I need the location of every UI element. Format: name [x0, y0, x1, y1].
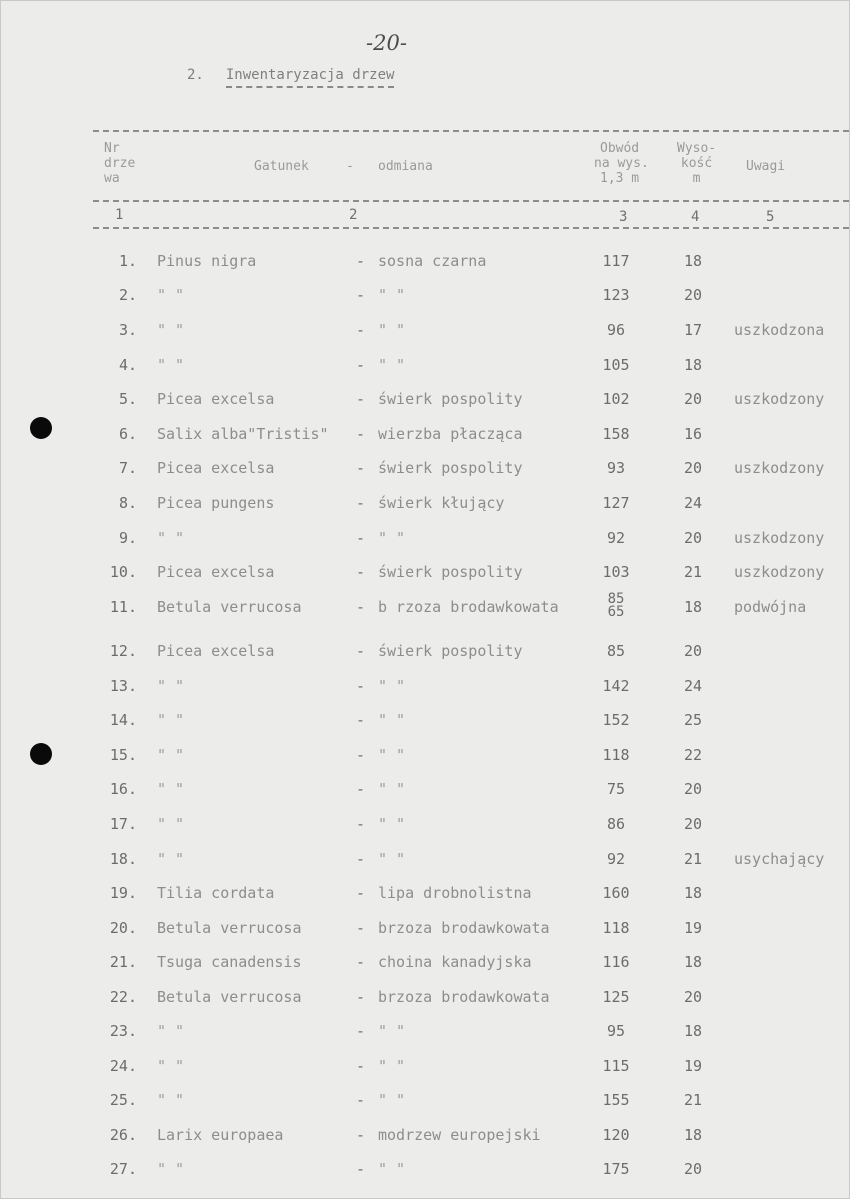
cell-wysokosc: 20 [683, 1160, 703, 1178]
row-number: 15. [109, 746, 137, 764]
cell-odmiana: " " [378, 286, 406, 304]
cell-wysokosc: 25 [683, 711, 703, 729]
cell-dash: - [356, 1160, 366, 1178]
header-uwagi: Uwagi [746, 159, 786, 174]
cell-uwagi: uszkodzony [734, 459, 825, 477]
cell-wysokosc: 20 [683, 286, 703, 304]
cell-odmiana: choina kanadyjska [378, 953, 532, 971]
section-title-text: Inwentaryzacja drzew [226, 67, 395, 88]
header-gatunek: Gatunek [254, 159, 309, 174]
cell-wysokosc: 20 [683, 390, 703, 408]
row-number: 1. [118, 252, 137, 270]
cell-obwod: 93 [606, 459, 626, 477]
row-number: 25. [109, 1091, 137, 1109]
cell-wysokosc: 24 [683, 494, 703, 512]
table-row [1, 884, 850, 914]
table-row [1, 356, 850, 386]
cell-uwagi: podwójna [734, 598, 807, 616]
header-nr: Nr drze wa [104, 141, 136, 186]
row-number: 7. [118, 459, 137, 477]
cell-dash: - [356, 563, 366, 581]
cell-obwod: 92 [606, 850, 626, 868]
cell-odmiana: " " [378, 1057, 406, 1075]
cell-dash: - [356, 677, 366, 695]
cell-obwod: 155 [602, 1091, 630, 1109]
row-number: 6. [118, 425, 137, 443]
cell-gatunek: " " [157, 529, 185, 547]
row-number: 16. [109, 780, 137, 798]
cell-dash: - [356, 642, 366, 660]
cell-odmiana: " " [378, 1022, 406, 1040]
row-number: 10. [109, 563, 137, 581]
cell-odmiana: b rzoza brodawkowata [378, 598, 559, 616]
cell-dash: - [356, 1126, 366, 1144]
cell-gatunek: " " [157, 711, 185, 729]
cell-odmiana: brzoza brodawkowata [378, 919, 550, 937]
table-row [1, 563, 850, 593]
row-number: 5. [118, 390, 137, 408]
cell-wysokosc: 21 [683, 563, 703, 581]
row-number: 13. [109, 677, 137, 695]
cell-gatunek: " " [157, 677, 185, 695]
cell-obwod: 118 [602, 919, 630, 937]
cell-obwod: 103 [602, 563, 630, 581]
cell-odmiana: " " [378, 529, 406, 547]
table-row [1, 1091, 850, 1121]
cell-dash: - [356, 780, 366, 798]
cell-obwod: 116 [602, 953, 630, 971]
cell-wysokosc: 18 [683, 953, 703, 971]
table-row [1, 321, 850, 351]
cell-wysokosc: 18 [683, 884, 703, 902]
header-odmiana: odmiana [378, 159, 433, 174]
row-number: 17. [109, 815, 137, 833]
cell-obwod: 160 [602, 884, 630, 902]
table-row [1, 711, 850, 741]
cell-obwod: 105 [602, 356, 630, 374]
cell-odmiana: sosna czarna [378, 252, 487, 270]
cell-odmiana: " " [378, 356, 406, 374]
cell-obwod: 158 [602, 425, 630, 443]
row-number: 3. [118, 321, 137, 339]
cell-dash: - [356, 746, 366, 764]
cell-gatunek: " " [157, 815, 185, 833]
cell-dash: - [356, 815, 366, 833]
cell-gatunek: Tilia cordata [157, 884, 275, 902]
header-top-rule [93, 130, 849, 132]
punch-hole [30, 743, 52, 765]
cell-odmiana: modrzew europejski [378, 1126, 541, 1144]
section-title [187, 67, 394, 83]
cell-gatunek: Pinus nigra [157, 252, 257, 270]
cell-odmiana: " " [378, 815, 406, 833]
cell-gatunek: " " [157, 286, 185, 304]
cell-gatunek: " " [157, 1091, 185, 1109]
cell-wysokosc: 24 [683, 677, 703, 695]
table-row [1, 591, 850, 628]
cell-dash: - [356, 988, 366, 1006]
cell-gatunek: " " [157, 356, 185, 374]
cell-obwod: 86 [606, 815, 626, 833]
cell-odmiana: świerk pospolity [378, 459, 523, 477]
table-row [1, 850, 850, 880]
cell-obwod: 175 [602, 1160, 630, 1178]
cell-gatunek: Tsuga canadensis [157, 953, 302, 971]
table-row [1, 1022, 850, 1052]
cell-wysokosc: 20 [683, 988, 703, 1006]
cell-dash: - [356, 1022, 366, 1040]
cell-gatunek: Picea pungens [157, 494, 275, 512]
cell-wysokosc: 18 [683, 1022, 703, 1040]
cell-gatunek: " " [157, 850, 185, 868]
cell-obwod: 92 [606, 529, 626, 547]
cell-obwod: 118 [602, 746, 630, 764]
table-row [1, 677, 850, 707]
cell-wysokosc: 22 [683, 746, 703, 764]
cell-wysokosc: 18 [683, 356, 703, 374]
cell-gatunek: " " [157, 321, 185, 339]
cell-dash: - [356, 459, 366, 477]
cell-dash: - [356, 850, 366, 868]
cell-obwod: 96 [606, 321, 626, 339]
column-number-3: 3 [619, 209, 628, 225]
cell-dash: - [356, 356, 366, 374]
row-number: 14. [109, 711, 137, 729]
cell-wysokosc: 16 [683, 425, 703, 443]
cell-wysokosc: 18 [683, 252, 703, 270]
table-row [1, 252, 850, 282]
table-row [1, 815, 850, 845]
cell-dash: - [356, 884, 366, 902]
row-number: 20. [109, 919, 137, 937]
cell-obwod: 125 [602, 988, 630, 1006]
cell-wysokosc: 18 [683, 598, 703, 616]
cell-odmiana: świerk pospolity [378, 563, 523, 581]
column-number-5: 5 [766, 209, 775, 225]
cell-gatunek: Picea excelsa [157, 642, 275, 660]
cell-dash: - [356, 953, 366, 971]
table-row [1, 642, 850, 672]
cell-dash: - [356, 321, 366, 339]
row-number: 18. [109, 850, 137, 868]
cell-odmiana: wierzba płacząca [378, 425, 523, 443]
cell-obwod-first: 85 [607, 591, 625, 607]
table-row [1, 529, 850, 559]
cell-obwod: 142 [602, 677, 630, 695]
table-row [1, 953, 850, 983]
header-obwod: Obwód na wys. 1,3 m [594, 141, 649, 186]
row-number: 2. [118, 286, 137, 304]
punch-hole [30, 417, 52, 439]
cell-wysokosc: 20 [683, 529, 703, 547]
row-number: 4. [118, 356, 137, 374]
row-number: 12. [109, 642, 137, 660]
cell-gatunek: " " [157, 780, 185, 798]
row-number: 23. [109, 1022, 137, 1040]
cell-gatunek: " " [157, 1057, 185, 1075]
row-number: 8. [118, 494, 137, 512]
cell-uwagi: uszkodzony [734, 529, 825, 547]
cell-uwagi: usychający [734, 850, 825, 868]
cell-obwod: 95 [606, 1022, 626, 1040]
table-row [1, 780, 850, 810]
cell-obwod: 115 [602, 1057, 630, 1075]
table-row [1, 919, 850, 949]
column-number-1: 1 [115, 207, 124, 223]
cell-wysokosc: 18 [683, 1126, 703, 1144]
row-number: 19. [109, 884, 137, 902]
cell-obwod: 120 [602, 1126, 630, 1144]
table-row [1, 1160, 850, 1190]
table-row [1, 746, 850, 776]
cell-odmiana: brzoza brodawkowata [378, 988, 550, 1006]
cell-wysokosc: 19 [683, 919, 703, 937]
cell-gatunek: Larix europaea [157, 1126, 284, 1144]
table-row [1, 390, 850, 420]
cell-wysokosc: 20 [683, 459, 703, 477]
cell-obwod: 127 [602, 494, 630, 512]
cell-dash: - [356, 286, 366, 304]
row-number: 9. [118, 529, 137, 547]
cell-dash: - [356, 919, 366, 937]
cell-dash: - [356, 711, 366, 729]
cell-dash: - [356, 598, 366, 616]
cell-odmiana: " " [378, 677, 406, 695]
cell-gatunek: Betula verrucosa [157, 598, 302, 616]
row-number: 26. [109, 1126, 137, 1144]
cell-odmiana: " " [378, 1091, 406, 1109]
cell-dash: - [356, 390, 366, 408]
cell-obwod [591, 593, 641, 619]
header-bottom-rule [93, 227, 849, 229]
cell-odmiana: świerk pospolity [378, 642, 523, 660]
cell-dash: - [356, 1091, 366, 1109]
cell-gatunek: Picea excelsa [157, 459, 275, 477]
cell-wysokosc: 19 [683, 1057, 703, 1075]
cell-wysokosc: 17 [683, 321, 703, 339]
cell-odmiana: " " [378, 850, 406, 868]
table-row [1, 459, 850, 489]
column-number-4: 4 [691, 209, 700, 225]
cell-gatunek: " " [157, 1160, 185, 1178]
cell-odmiana: " " [378, 321, 406, 339]
table-row [1, 1126, 850, 1156]
table-row [1, 988, 850, 1018]
cell-wysokosc: 21 [683, 1091, 703, 1109]
cell-obwod: 117 [602, 252, 630, 270]
cell-dash: - [356, 425, 366, 443]
cell-dash: - [356, 529, 366, 547]
cell-dash: - [356, 1057, 366, 1075]
header-dash: - [346, 159, 354, 174]
table-row [1, 286, 850, 316]
cell-odmiana: " " [378, 746, 406, 764]
header-wysokosc: Wyso- kość m [677, 141, 717, 186]
section-number: 2. [187, 67, 204, 83]
cell-wysokosc: 20 [683, 815, 703, 833]
cell-odmiana: " " [378, 711, 406, 729]
cell-uwagi: uszkodzony [734, 563, 825, 581]
cell-gatunek: Picea excelsa [157, 563, 275, 581]
row-number: 11. [109, 598, 137, 616]
header-mid-rule [93, 200, 849, 202]
cell-gatunek: Betula verrucosa [157, 919, 302, 937]
cell-wysokosc: 20 [683, 642, 703, 660]
cell-gatunek: Salix alba"Tristis" [157, 425, 329, 443]
cell-obwod: 75 [606, 780, 626, 798]
column-number-2: 2 [349, 207, 358, 223]
cell-uwagi: uszkodzona [734, 321, 825, 339]
cell-wysokosc: 21 [683, 850, 703, 868]
cell-odmiana: świerk pospolity [378, 390, 523, 408]
cell-uwagi: uszkodzony [734, 390, 825, 408]
row-number: 21. [109, 953, 137, 971]
row-number: 24. [109, 1057, 137, 1075]
cell-odmiana: świerk kłujący [378, 494, 505, 512]
cell-odmiana: " " [378, 780, 406, 798]
table-row [1, 1057, 850, 1087]
cell-dash: - [356, 494, 366, 512]
cell-odmiana: " " [378, 1160, 406, 1178]
page-number: -20- [366, 31, 407, 55]
cell-odmiana: lipa drobnolistna [378, 884, 532, 902]
cell-obwod-second: 65 [607, 604, 625, 620]
cell-obwod: 152 [602, 711, 630, 729]
cell-gatunek: " " [157, 746, 185, 764]
table-row [1, 494, 850, 524]
cell-gatunek: " " [157, 1022, 185, 1040]
row-number: 22. [109, 988, 137, 1006]
cell-gatunek: Betula verrucosa [157, 988, 302, 1006]
cell-dash: - [356, 252, 366, 270]
cell-obwod: 85 [606, 642, 626, 660]
cell-obwod: 102 [602, 390, 630, 408]
table-row [1, 425, 850, 455]
cell-wysokosc: 20 [683, 780, 703, 798]
cell-obwod: 123 [602, 286, 630, 304]
row-number: 27. [109, 1160, 137, 1178]
cell-gatunek: Picea excelsa [157, 390, 275, 408]
